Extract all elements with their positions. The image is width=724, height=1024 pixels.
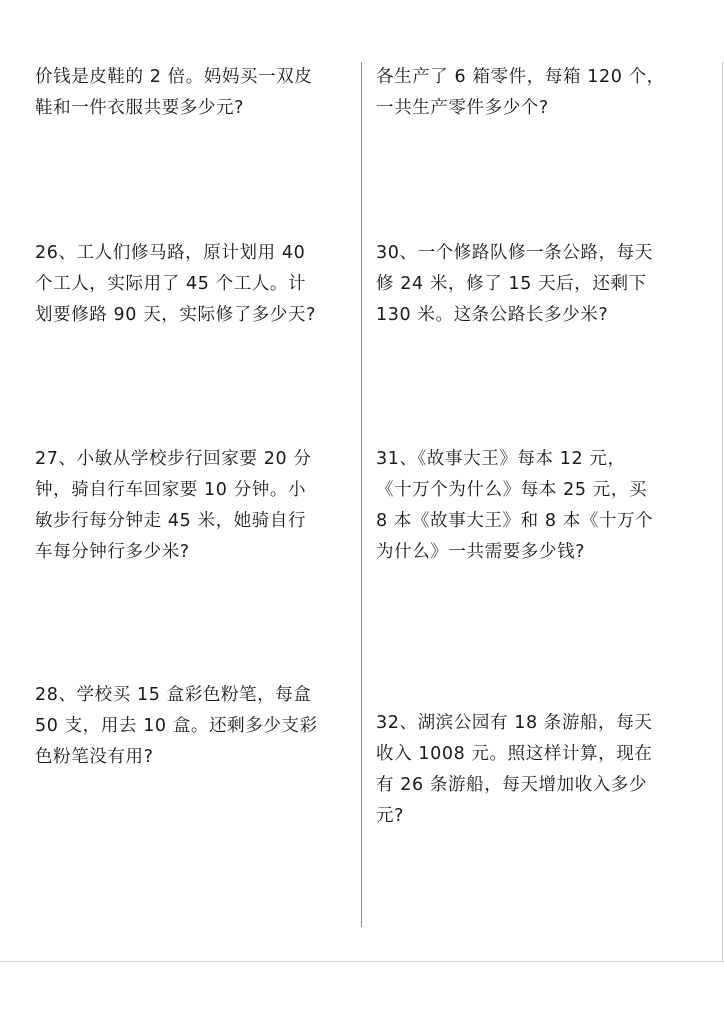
problem-line: 个工人，实际用了 45 个工人。计	[35, 274, 307, 294]
problem-line: 元?	[376, 806, 404, 826]
problem-line: 50 支，用去 10 盒。还剩多少支彩	[35, 716, 318, 736]
problem-29-continued	[376, 62, 696, 124]
problem-line: 30、一个修路队修一条公路，每天	[376, 243, 653, 263]
problem-30	[376, 238, 696, 331]
problem-line: 28、学校买 15 盒彩色粉笔，每盒	[35, 685, 312, 705]
page-right-border	[722, 62, 723, 962]
problem-line: 26、工人们修马路，原计划用 40	[35, 243, 306, 263]
problem-line: 修 24 米，修了 15 天后，还剩下	[376, 274, 647, 294]
problem-25-continued	[35, 62, 355, 124]
problem-28	[35, 680, 355, 773]
problem-line: 划要修路 90 天，实际修了多少天?	[35, 305, 316, 325]
problem-line: 为什么》一共需要多少钱?	[376, 542, 585, 562]
problem-line: 《十万个为什么》每本 25 元，买	[376, 480, 648, 500]
problem-line: 色粉笔没有用?	[35, 747, 154, 767]
problem-line: 鞋和一件衣服共要多少元?	[35, 98, 244, 118]
problem-line: 130 米。这条公路长多少米?	[376, 305, 609, 325]
problem-line: 敏步行每分钟走 45 米，她骑自行	[35, 511, 307, 531]
problem-31	[376, 444, 696, 568]
problem-line: 车每分钟行多少米?	[35, 542, 190, 562]
problem-32	[376, 708, 696, 832]
problem-27	[35, 444, 355, 568]
problem-line: 27、小敏从学校步行回家要 20 分	[35, 449, 312, 469]
problem-line: 一共生产零件多少个?	[376, 98, 549, 118]
column-divider	[361, 62, 362, 927]
problem-line: 价钱是皮鞋的 2 倍。妈妈买一双皮	[35, 67, 313, 87]
problem-line: 收入 1008 元。照这样计算，现在	[376, 744, 653, 764]
problem-26	[35, 238, 355, 331]
page-bottom-divider	[0, 961, 724, 962]
problem-line: 钟，骑自行车回家要 10 分钟。小	[35, 480, 307, 500]
problem-line: 8 本《故事大王》和 8 本《十万个	[376, 511, 654, 531]
problem-line: 31、《故事大王》每本 12 元，	[376, 449, 626, 469]
problem-line: 各生产了 6 箱零件，每箱 120 个，	[376, 67, 665, 87]
problem-line: 有 26 条游船，每天增加收入多少	[376, 775, 648, 795]
problem-line: 32、湖滨公园有 18 条游船，每天	[376, 713, 653, 733]
